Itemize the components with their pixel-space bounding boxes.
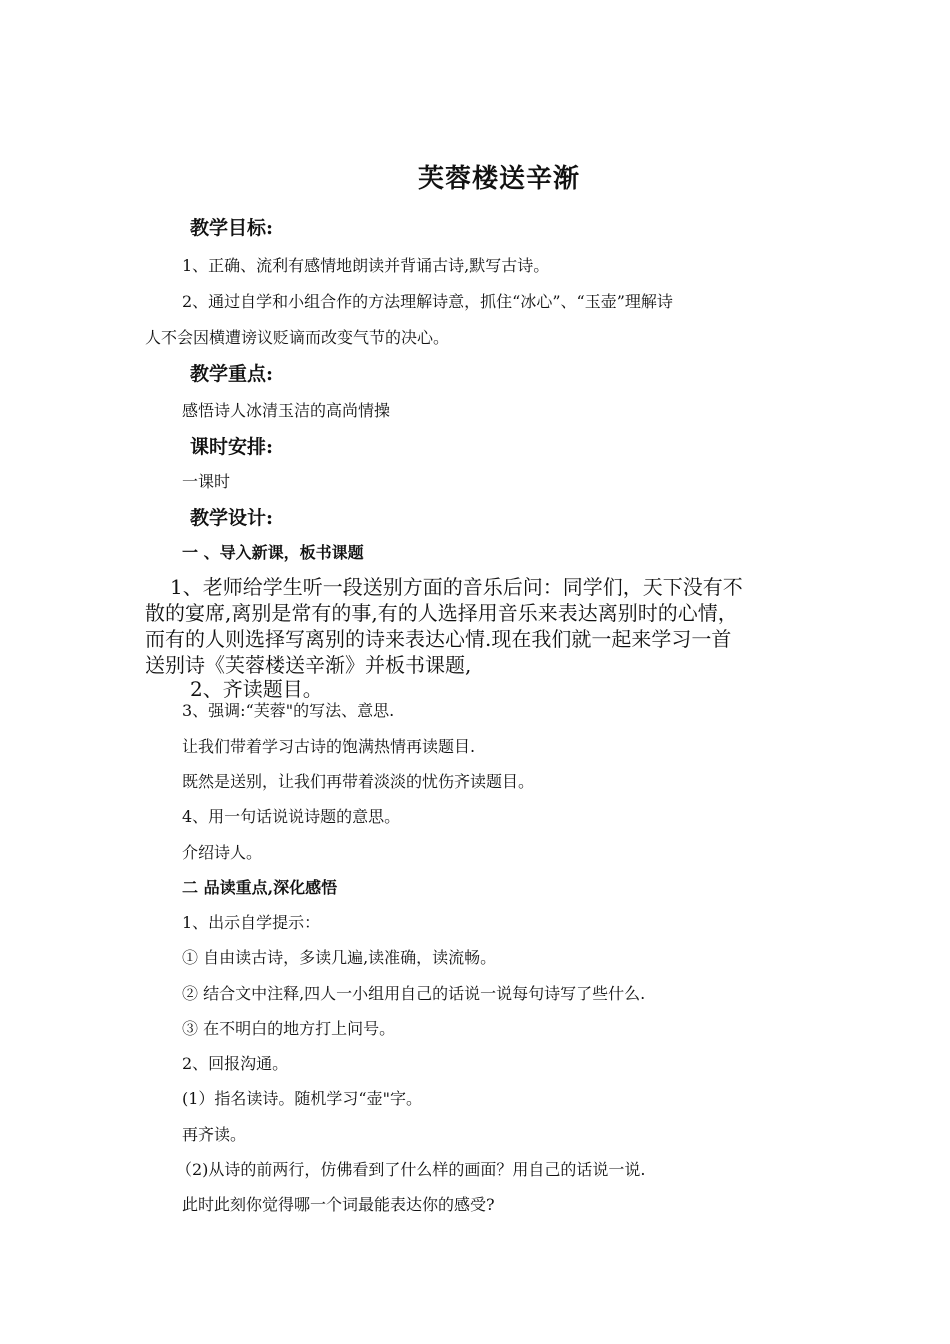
part2-p7: 再齐读。: [182, 1125, 247, 1144]
focus-text: 感悟诗人冰清玉洁的高尚情操: [182, 401, 391, 420]
part1-p7: 介绍诗人。: [182, 843, 263, 862]
goal-1: 1、正确、流利有感情地朗读并背诵古诗,默写古诗。: [182, 256, 550, 275]
schedule-text: 一课时: [182, 472, 231, 491]
part1-p1-line3: 而有的人则选择写离别的诗来表达心情.现在我们就一起来学习一首: [145, 627, 732, 651]
part2-heading: 二 品读重点,深化感悟: [182, 878, 338, 897]
design-heading: 教学设计:: [190, 507, 274, 529]
part1-p1-line1: 1、老师给学生听一段送别方面的音乐后问：同学们，天下没有不: [170, 575, 743, 599]
document-title: 芙蓉楼送辛渐: [418, 164, 581, 194]
part2-p1: 1、出示自学提示：: [182, 913, 321, 932]
part2-p3: ② 结合文中注释,四人一小组用自己的话说一说每句诗写了些什么.: [182, 984, 646, 1003]
part2-p4: ③ 在不明白的地方打上问号。: [182, 1019, 396, 1038]
part2-p8: （2)从诗的前两行，仿佛看到了什么样的画面？用自己的话说一说.: [176, 1160, 646, 1179]
part2-p6: (1）指名读诗。随机学习“壶"字。: [182, 1089, 422, 1108]
goal-2-line-1: 2、通过自学和小组合作的方法理解诗意，抓住“冰心”、“玉壶”理解诗: [182, 292, 673, 311]
part1-heading: 一 、导入新课，板书课题: [182, 543, 364, 562]
goal-2-line-2: 人不会因横遭谤议贬谪而改变气节的决心。: [145, 328, 450, 347]
focus-heading: 教学重点:: [190, 363, 274, 385]
part1-p2: 2、齐读题目。: [190, 677, 323, 701]
part1-p3: 3、强调:“芙蓉"的写法、意思.: [182, 701, 395, 720]
part1-p5: 既然是送别，让我们再带着淡淡的忧伤齐读题目。: [182, 772, 535, 791]
part1-p1-line4: 送别诗《芙蓉楼送辛渐》并板书课题,: [145, 653, 472, 677]
part1-p4: 让我们带着学习古诗的饱满热情再读题目.: [182, 737, 476, 756]
goals-heading: 教学目标:: [190, 217, 274, 239]
part2-p9: 此时此刻你觉得哪一个词最能表达你的感受?: [182, 1195, 495, 1214]
part2-p5: 2、回报沟通。: [182, 1054, 289, 1073]
part1-p1-line2: 散的宴席,离别是常有的事,有的人选择用音乐来表达离别时的心情，: [145, 601, 738, 625]
part2-p2: ① 自由读古诗，多读几遍,读准确，读流畅。: [182, 948, 497, 967]
part1-p6: 4、用一句话说说诗题的意思。: [182, 807, 401, 826]
schedule-heading: 课时安排:: [190, 436, 274, 458]
